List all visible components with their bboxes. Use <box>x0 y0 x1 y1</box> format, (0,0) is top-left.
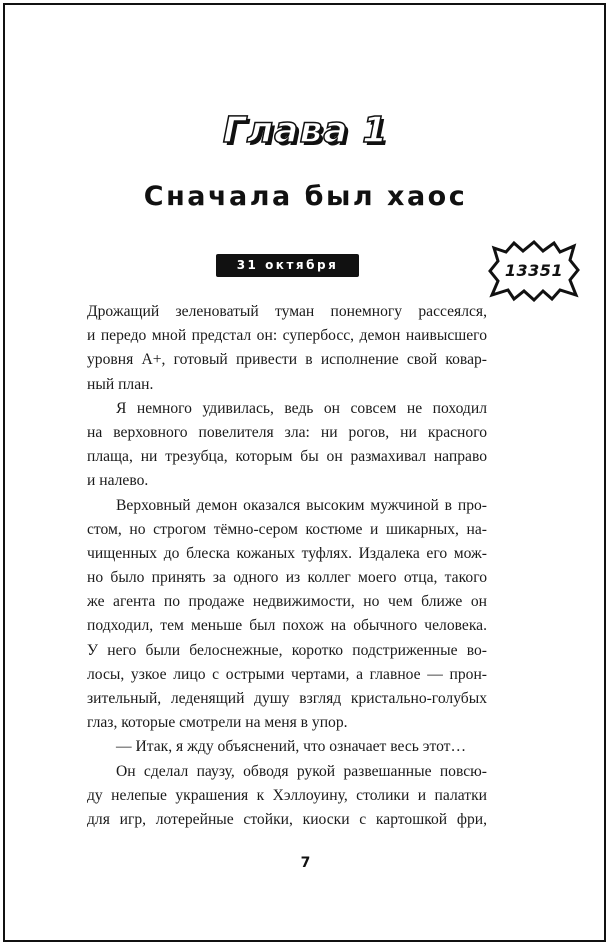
page-number: 7 <box>300 855 311 871</box>
chapter-title: Сначала был хаос <box>143 181 468 212</box>
text-line: для игр, лотерейные стойки, киоски с картошкой фри, <box>87 810 487 828</box>
body-text <box>87 300 487 832</box>
chapter-label: Глава 1 <box>222 110 389 151</box>
date-badge: 31 октября <box>216 254 359 277</box>
text-line: стом, но строгом тёмно-сером костюме и шикарных, на- <box>87 520 487 538</box>
text-line: У него были белоснежные, коротко подстриженные во- <box>87 641 487 659</box>
text-line: ду нелепые украшения к Хэллоуину, столики и палатки <box>87 786 487 804</box>
text-line: Верховный демон оказался высоким мужчиной в про- <box>116 496 487 514</box>
number-burst-badge <box>488 240 580 302</box>
text-line: ный план. <box>87 375 154 393</box>
text-line: чищенных до блеска кожаных туфлях. Издалека его мож- <box>87 544 487 562</box>
text-line: Я немного удивилась, ведь он совсем не походил <box>116 399 487 417</box>
paragraph <box>87 735 487 759</box>
text-line: Дрожащий зеленоватый туман понемногу рассеялся, <box>87 303 487 320</box>
paragraph <box>87 494 487 736</box>
text-line: уровня А+, готовый привести в исполнение свой ковар- <box>87 351 487 369</box>
burst-number: 13351 <box>504 261 564 280</box>
text-line: же агента по продаже недвижимости, но чем ближе он <box>87 593 487 611</box>
text-line: — Итак, я жду объяснений, что означает весь этот… <box>116 738 467 756</box>
text-line: подходил, тем меньше был похож на обычного человека. <box>87 617 487 635</box>
paragraph <box>87 300 487 397</box>
text-line: и налево. <box>87 472 149 490</box>
text-line: глаз, которые смотрели на меня в упор. <box>87 714 348 732</box>
text-line: зительный, леденящий душу взгляд кристально-голубых <box>87 690 487 707</box>
text-line: Он сделал паузу, обводя рукой развешанные повсю- <box>116 762 487 780</box>
paragraph <box>87 397 487 494</box>
text-line: и передо мной предстал он: супербосс, демон наивысшего <box>87 327 487 345</box>
text-line: на верховного повелителя зла: ни рогов, ни красного <box>87 423 487 441</box>
paragraph <box>87 760 487 833</box>
text-line: но было принять за одного из коллег моего отца, такого <box>87 569 487 587</box>
text-line: лосы, узкое лицо с острыми чертами, а главное — прон- <box>87 665 487 683</box>
text-line: плаща, ни трезубца, которым бы он размахивал направо <box>87 448 487 466</box>
